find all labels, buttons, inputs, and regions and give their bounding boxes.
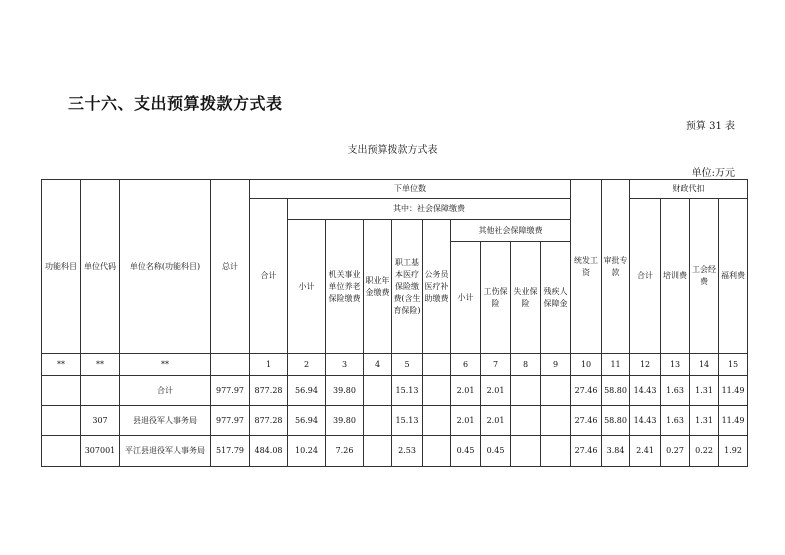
header-ss-subtotal: 小计: [288, 220, 326, 354]
table-cell: 877.28: [250, 376, 288, 406]
page-heading: 三十六、支出预算拨款方式表: [68, 94, 283, 113]
table-cell: 56.94: [288, 376, 326, 406]
table-cell: [423, 406, 451, 436]
table-cell: 307: [81, 406, 120, 436]
index-cell: 11: [602, 354, 630, 376]
index-cell: 12: [630, 354, 661, 376]
index-cell: [211, 354, 250, 376]
table-cell: [42, 406, 81, 436]
table-cell: 484.08: [250, 436, 288, 467]
table-title: 支出预算拨款方式表: [347, 145, 438, 156]
header-welfare: 福利费: [719, 199, 748, 354]
table-cell: [364, 406, 392, 436]
index-cell: 10: [571, 354, 602, 376]
table-cell: 10.24: [288, 436, 326, 467]
table-row: [42, 436, 748, 467]
table-cell: 15.13: [392, 376, 423, 406]
unit-label: 单位:万元: [691, 168, 735, 179]
index-cell: 8: [511, 354, 541, 376]
table-cell: 合计: [120, 376, 211, 406]
table-cell: 1.92: [719, 436, 748, 467]
table-cell: 977.97: [211, 376, 250, 406]
table-cell: 2.01: [481, 376, 511, 406]
table-cell: 2.01: [451, 376, 481, 406]
header-fiscal-total: 合计: [630, 199, 661, 354]
table-cell: 1.31: [690, 406, 719, 436]
table-cell: 14.43: [630, 406, 661, 436]
table-cell: [541, 376, 571, 406]
header-pension: 机关事业单位养老保险缴费: [326, 220, 364, 354]
index-cell: **: [81, 354, 120, 376]
index-cell: 2: [288, 354, 326, 376]
table-cell: 14.43: [630, 376, 661, 406]
index-cell: 9: [541, 354, 571, 376]
expenditure-table: [41, 179, 748, 467]
table-cell: [42, 436, 81, 467]
index-cell: [423, 354, 451, 376]
index-cell: 7: [481, 354, 511, 376]
table-cell: 58.80: [602, 376, 630, 406]
table-row: [42, 376, 748, 406]
index-cell: 6: [451, 354, 481, 376]
index-cell: **: [120, 354, 211, 376]
table-cell: 27.46: [571, 436, 602, 467]
table-cell: 15.13: [392, 406, 423, 436]
header-other-subtotal: 小计: [451, 242, 481, 354]
header-unemployment: 失业保险: [511, 242, 541, 354]
table-cell: 11.49: [719, 376, 748, 406]
table-cell: [423, 436, 451, 467]
header-unit-name: 单位名称(功能科目): [120, 180, 211, 354]
table-cell: 517.79: [211, 436, 250, 467]
table-cell: 58.80: [602, 406, 630, 436]
index-cell: 1: [250, 354, 288, 376]
table-cell: 0.45: [451, 436, 481, 467]
table-cell: 2.53: [392, 436, 423, 467]
table-cell: 977.97: [211, 406, 250, 436]
table-cell: 1.63: [661, 376, 690, 406]
table-cell: 307001: [81, 436, 120, 467]
table-cell: [541, 406, 571, 436]
header-injury: 工伤保险: [481, 242, 511, 354]
table-cell: 56.94: [288, 406, 326, 436]
header-civil-medical: 公务员医疗补助缴费: [423, 220, 451, 354]
table-cell: 27.46: [571, 376, 602, 406]
index-row: [42, 354, 748, 376]
table-cell: [511, 436, 541, 467]
index-cell: 14: [690, 354, 719, 376]
table-cell: 0.22: [690, 436, 719, 467]
index-cell: 3: [326, 354, 364, 376]
table-cell: 39.80: [326, 406, 364, 436]
header-annuity: 职业年金缴费: [364, 220, 392, 354]
header-fiscal-deduction: 财政代扣: [630, 180, 748, 199]
index-cell: **: [42, 354, 81, 376]
table-cell: 0.27: [661, 436, 690, 467]
table-cell: 1.63: [661, 406, 690, 436]
header-union: 工会经费: [690, 199, 719, 354]
table-cell: 39.80: [326, 376, 364, 406]
header-unit-code: 单位代码: [81, 180, 120, 354]
table-cell: 0.45: [481, 436, 511, 467]
table-cell: 7.26: [326, 436, 364, 467]
table-cell: 1.31: [690, 376, 719, 406]
header-other-ss: 其他社会保障缴费: [451, 220, 571, 242]
table-cell: 2.41: [630, 436, 661, 467]
index-cell: 5: [392, 354, 423, 376]
header-lower-units: 下单位数: [250, 180, 571, 199]
table-cell: 县退役军人事务局: [120, 406, 211, 436]
table-cell: [364, 376, 392, 406]
index-cell: 13: [661, 354, 690, 376]
header-medical: 职工基本医疗保险缴费(含生育保险): [392, 220, 423, 354]
table-cell: [81, 376, 120, 406]
table-cell: 11.49: [719, 406, 748, 436]
table-cell: 877.28: [250, 406, 288, 436]
table-cell: 3.84: [602, 436, 630, 467]
header-lower-total: 合计: [250, 199, 288, 354]
table-cell: [42, 376, 81, 406]
header-unified-salary: 统发工资: [571, 180, 602, 354]
header-social-security: 其中：社会保障缴费: [288, 199, 571, 220]
table-cell: 2.01: [451, 406, 481, 436]
header-disability: 残疾人保障金: [541, 242, 571, 354]
table-number: 预算 31 表: [685, 121, 735, 132]
table-cell: 平江县退役军人事务局: [120, 436, 211, 467]
table-cell: [511, 406, 541, 436]
table-cell: 2.01: [481, 406, 511, 436]
header-total: 总计: [211, 180, 250, 354]
header-training: 培训费: [661, 199, 690, 354]
index-cell: 15: [719, 354, 748, 376]
table-cell: [364, 436, 392, 467]
table-cell: [541, 436, 571, 467]
table-cell: 27.46: [571, 406, 602, 436]
header-func-code: 功能科目: [42, 180, 81, 354]
index-cell: 4: [364, 354, 392, 376]
table-cell: [423, 376, 451, 406]
table-row: [42, 406, 748, 436]
table-cell: [511, 376, 541, 406]
header-approved-funds: 审批专款: [602, 180, 630, 354]
